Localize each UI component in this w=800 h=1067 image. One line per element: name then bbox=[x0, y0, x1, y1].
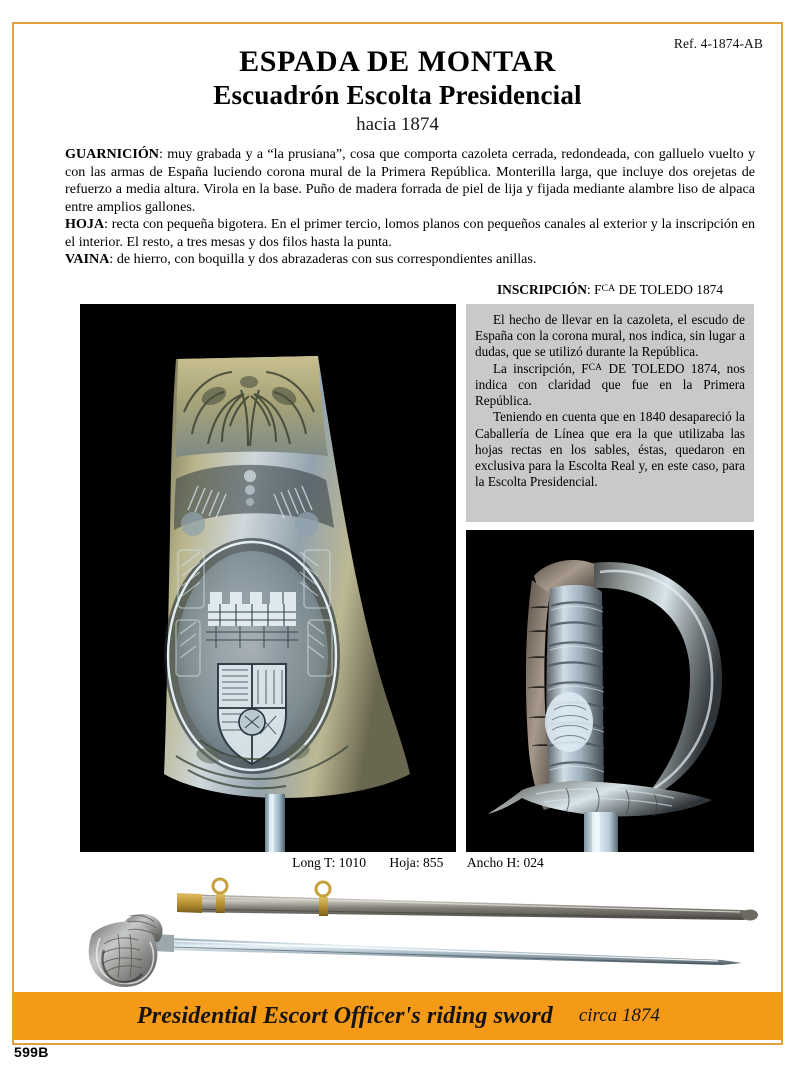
photo-full-sword bbox=[74, 872, 774, 992]
text-vaina: : de hierro, con boquilla y dos abrazaderas con sus correspondientes anillas. bbox=[109, 251, 537, 268]
text-hoja: : recta con pequeña bigotera. En el primer tercio, lomos planos con pequeños canales al exterior y la inscripción en el interior. El resto, a tres mesas y dos filos hasta la punta. bbox=[65, 216, 755, 250]
note-p2-lead: La inscripción, bbox=[493, 360, 582, 376]
measurement-blade: Hoja: 855 bbox=[389, 855, 444, 870]
page-frame bbox=[12, 22, 783, 1045]
inscription-line bbox=[466, 282, 754, 298]
inscription-separator: : bbox=[586, 282, 595, 297]
measurement-width: Ancho H: 024 bbox=[466, 855, 544, 870]
note-box bbox=[466, 304, 754, 522]
note-p2-superscript: CA bbox=[588, 362, 603, 373]
bottom-banner bbox=[14, 992, 783, 1040]
inscription-value-superscript: CA bbox=[601, 282, 616, 294]
note-paragraph-1: El hecho de llevar en la cazoleta, el escudo de España con la corona mural, nos indica, sin lugar a dudas, que se utilizó durante la República. bbox=[475, 312, 745, 360]
banner-date: circa 1874 bbox=[578, 1005, 660, 1026]
page-date: hacia 1874 bbox=[356, 113, 439, 135]
description-block bbox=[65, 146, 755, 269]
note-p2-rest: DE TOLEDO 1874, nos indica con claridad que fue en la Primera República. bbox=[475, 360, 745, 409]
measurement-total-length: Long T: 1010 bbox=[292, 855, 366, 870]
page-title: ESPADA DE MONTAR bbox=[239, 45, 556, 78]
note-p2-f: F bbox=[581, 360, 589, 376]
page-subtitle: Escuadrón Escolta Presidencial bbox=[213, 80, 582, 111]
inscription-label: INSCRIPCIÓN bbox=[496, 282, 587, 297]
measurements-line bbox=[80, 855, 756, 871]
banner-title: Presidential Escort Officer's riding sword bbox=[137, 1002, 553, 1029]
inscription-value-rest: DE TOLEDO 1874 bbox=[615, 282, 724, 297]
inscription-value-prefix: F bbox=[594, 282, 602, 297]
paragraph-guarnicion bbox=[65, 146, 755, 216]
paragraph-vaina bbox=[65, 251, 755, 269]
page-code: 599B bbox=[14, 1044, 49, 1060]
label-vaina: VAINA bbox=[65, 251, 110, 268]
photo-engraved-guard bbox=[80, 304, 456, 852]
paragraph-hoja bbox=[65, 216, 755, 251]
photo-hilt bbox=[466, 530, 754, 852]
note-paragraph-3: Teniendo en cuenta que en 1840 desapareció la Caballería de Línea que era la que utilizaba las hojas rectas en los sables, éstas, quedaron en exclusiva para la Escolta Real y, en este caso, para la Escolta Presidencial. bbox=[475, 409, 745, 490]
label-hoja: HOJA bbox=[65, 216, 105, 233]
title-block bbox=[14, 46, 781, 136]
label-guarnicion: GUARNICIÓN bbox=[65, 146, 159, 162]
reference-number: Ref. 4-1874-AB bbox=[673, 36, 763, 51]
text-guarnicion: : muy grabada y a “la prusiana”, cosa que comporta cazoleta cerrada, redondeada, con galluelo vuelto y con las armas de España luciendo corona mural de la Primera República. Monterilla larga, que incluye dos orejetas de refuerzo a media altura. Virola en la base. Puño de madera forrada de piel de lija y fijada mediante alambre liso de alpaca entre amplios gallones. bbox=[65, 146, 755, 215]
note-paragraph-2 bbox=[475, 361, 745, 410]
